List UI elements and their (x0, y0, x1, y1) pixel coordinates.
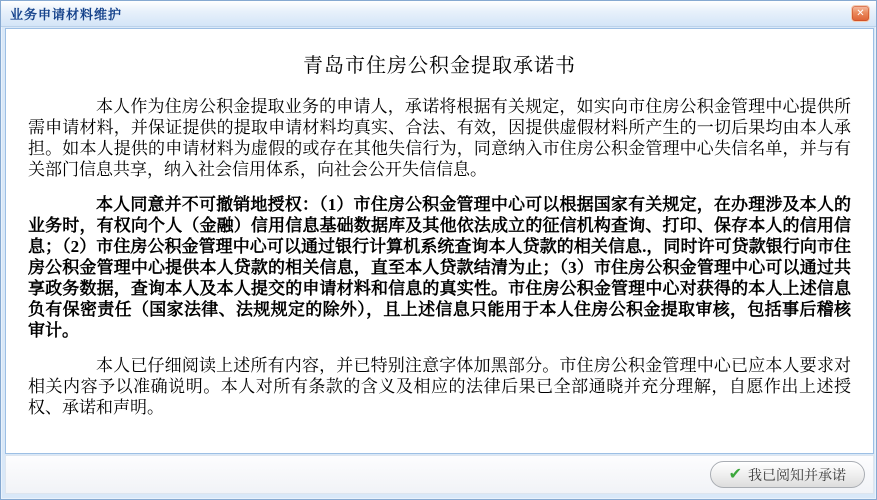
close-icon: ✕ (856, 7, 865, 19)
paragraph-commitment: 本人作为住房公积金提取业务的申请人，承诺将根据有关规定，如实向市住房公积金管理中心提供所需申请材料，并保证提供的提取申请材料均真实、合法、有效，因提供虚假材料所产生的一切后果均由本人承担。如本人提供的申请材料为虚假的或存在其他失信行为，同意纳入市住房公积金管理中心失信名单，并与有关部门信息共享，纳入社会信用体系，向社会公开失信信息。 (28, 97, 851, 179)
confirm-button-label: 我已阅知并承诺 (748, 466, 846, 483)
confirm-button[interactable] (710, 461, 865, 488)
dialog-titlebar (1, 1, 876, 27)
dialog-title: 业务申请材料维护 (10, 7, 123, 22)
document-title: 青岛市住房公积金提取承诺书 (303, 55, 576, 77)
checkmark-icon: ✔ (728, 465, 742, 483)
document-panel (5, 28, 874, 454)
paragraph-declaration: 本人已仔细阅读上述所有内容，并已特别注意字体加黑部分。市住房公积金管理中心已应本人要求对相关内容予以准确说明。本人对所有条款的含义及相应的法律后果已全部通晓并充分理解，自愿作出上述授权、承诺和声明。 (28, 356, 851, 417)
footer-bar (5, 455, 874, 494)
close-button[interactable] (851, 5, 870, 22)
paragraph-authorization: 本人同意并不可撤销地授权：（1）市住房公积金管理中心可以根据国家有关规定，在办理涉及本人的业务时，有权向个人（金融）信用信息基础数据库及其他依法成立的征信机构查询、打印、保存本人的信用信息；（2）市住房公积金管理中心可以通过银行计算机系统查询本人贷款的相关信息.，同时许可贷款银行向市住房公积金管理中心提供本人贷款的相关信息，直至本人贷款结清为止；（3）市住房公积金管理中心可以通过共享政务数据，查询本人及本人提交的申请材料和信息的真实性。市住房公积金管理中心对获得的本人上述信息负有保密责任（国家法律、法规规定的除外），且上述信息只能用于本人住房公积金提取审核，包括事后稽核审计。 (28, 195, 851, 340)
